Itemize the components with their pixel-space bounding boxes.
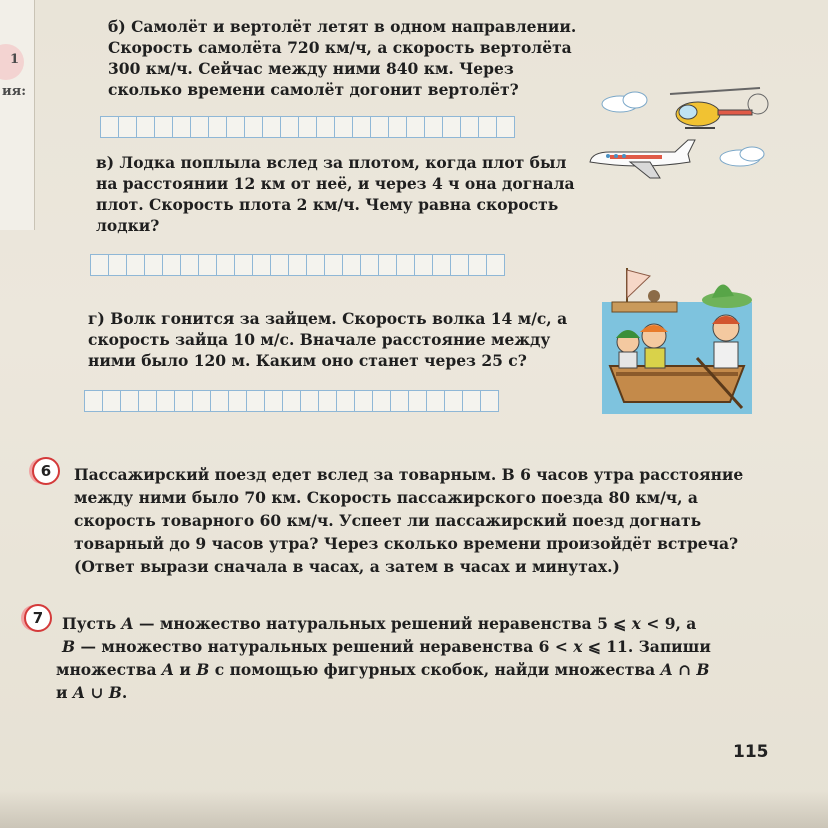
text-line: Скорость самолёта 720 км/ч, а скорость вертолёта [108,38,572,57]
task-number-badge: 7 [24,604,52,632]
answer-grid-5b[interactable] [100,116,515,138]
airplane-icon [590,140,695,178]
cloud-icon [602,92,647,112]
text-line: товарный до 9 часов утра? Через сколько времени произойдёт встреча? [74,534,739,553]
task5g-text [88,308,567,371]
text-line: между ними было 70 км. Скорость пассажирского поезда 80 км/ч, а [74,488,698,507]
text-line: множества A и B с помощью фигурных скобок, найди множества A ∩ B [56,660,710,679]
helicopter-icon [670,88,768,128]
task7-text [56,612,711,704]
task-number-badge: 6 [32,457,60,485]
text-line: г) Волк гонится за зайцем. Скорость волка 14 м/с, а [88,309,568,328]
island-icon [702,284,752,308]
boat-raft-illustration [602,262,752,414]
text-line: на расстоянии 12 км от неё, и через 4 ч она догнала [96,174,575,193]
helicopter-airplane-illustration [580,82,780,192]
margin-fragment: 1 [10,52,20,67]
task6-text [74,463,743,578]
raft-icon [612,268,677,312]
text-line: B — множество натуральных решений неравенства 6 < x ⩽ 11. Запиши [62,637,711,656]
answer-grid-5g[interactable] [84,390,499,412]
text-line: (Ответ вырази сначала в часах, а затем в часах и минутах.) [74,557,620,576]
text-line: Пассажирский поезд едет вслед за товарным. В 6 часов утра расстояние [74,465,744,484]
cloud-icon [720,147,764,166]
margin-fragment: ия: [2,84,27,99]
text-line: лодки? [96,216,160,235]
text-line: сколько времени самолёт догонит вертолёт? [108,80,519,99]
task5b-text [108,16,576,100]
previous-page-edge [0,0,35,230]
text-line: скорость зайца 10 м/с. Вначале расстояние между [88,330,551,349]
boat-icon [610,366,744,402]
bottom-shadow [0,790,828,828]
text-line: в) Лодка поплыла вслед за плотом, когда плот был [96,153,567,172]
page-number: 115 [733,742,769,762]
text-line: плот. Скорость плота 2 км/ч. Чему равна скорость [96,195,559,214]
text-line: и A ∪ B. [56,683,128,702]
text-line: 300 км/ч. Сейчас между ними 840 км. Через [108,59,514,78]
text-line: скорость товарного 60 км/ч. Успеет ли пассажирский поезд догнать [74,511,702,530]
answer-grid-5v[interactable] [90,254,505,276]
task5v-text [96,152,575,236]
text-line: ними было 120 м. Каким оно станет через 25 с? [88,351,527,370]
text-line: Пусть A — множество натуральных решений неравенства 5 ⩽ x < 9, а [62,614,697,633]
text-line: б) Самолёт и вертолёт летят в одном направлении. [108,17,577,36]
